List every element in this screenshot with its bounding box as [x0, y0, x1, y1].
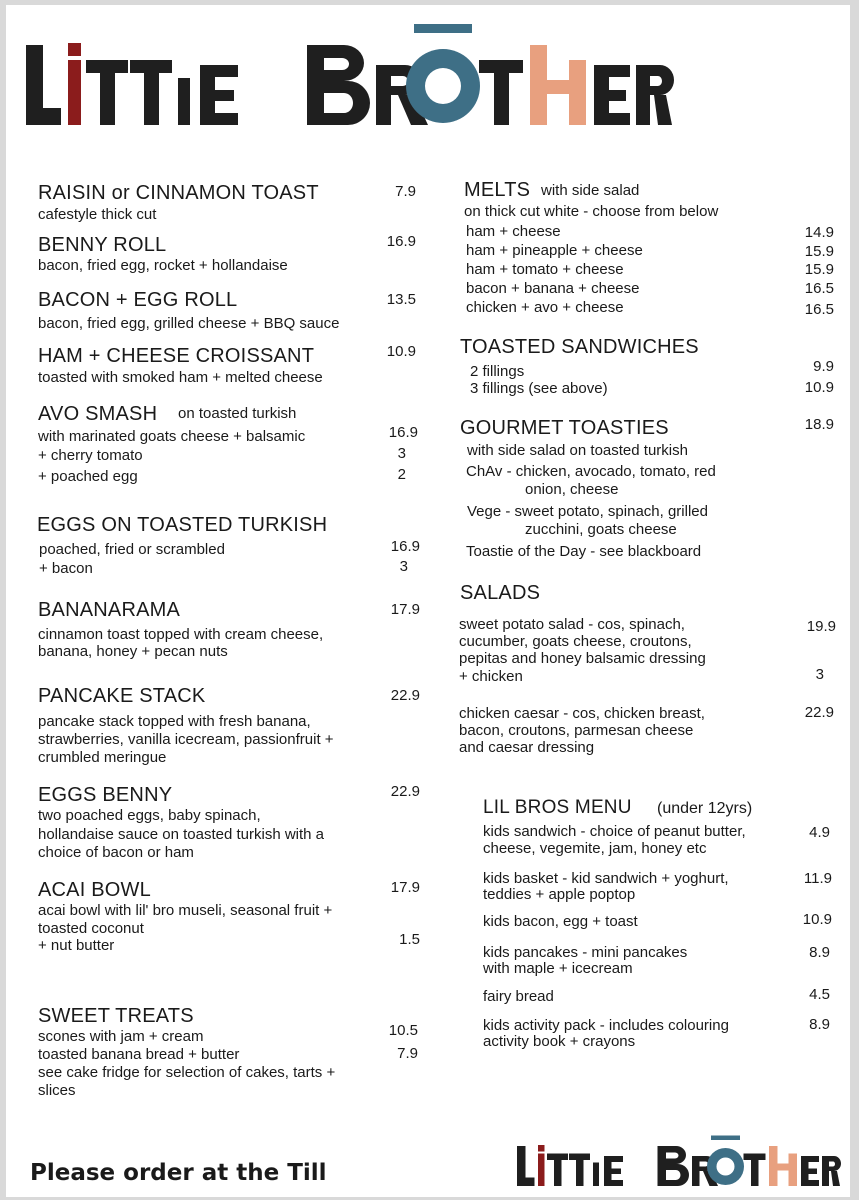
avo-desc: with marinated goats cheese + balsamic	[38, 428, 306, 445]
kids-activity-1: kids activity pack - includes colouring	[483, 1017, 729, 1034]
avo-subtitle: on toasted turkish	[178, 405, 297, 422]
eggs-turkish-desc: poached, fried or scrambled	[39, 541, 225, 558]
kids-basket-1: kids basket - kid sandwich + yoghurt,	[483, 870, 729, 887]
kids-title: LIL BROS MENU	[483, 797, 632, 818]
melts-item-price: 14.9	[804, 224, 834, 241]
acai-desc-1: acai bowl with lil' bro museli, seasonal fruit +	[38, 902, 333, 919]
toasted-item-1-price: 9.9	[813, 358, 834, 375]
melts-title: MELTS	[464, 179, 531, 201]
acai-extra-price: 1.5	[399, 931, 420, 948]
toasted-title: TOASTED SANDWICHES	[460, 336, 699, 358]
kids-activity-2: activity book + crayons	[483, 1033, 636, 1050]
melts-item: ham + cheese	[466, 223, 561, 240]
melts-item-price: 16.5	[804, 301, 834, 318]
croissant-desc: toasted with smoked ham + melted cheese	[38, 369, 323, 386]
kids-bacon: kids bacon, egg + toast	[483, 913, 638, 930]
salad-sp-1: sweet potato salad - cos, spinach,	[459, 616, 685, 633]
sweet-line-4: slices	[38, 1082, 76, 1099]
eggs-turkish-extra-price: 3	[399, 558, 408, 575]
bananarama-title: BANANARAMA	[38, 599, 181, 621]
avo-title: AVO SMASH	[38, 403, 158, 425]
raisin-price: 7.9	[395, 183, 416, 200]
salad-cc-3: and caesar dressing	[459, 739, 595, 756]
pancake-title: PANCAKE STACK	[38, 685, 206, 707]
salad-cc-1: chicken caesar - cos, chicken breast,	[459, 705, 705, 722]
salad-add-chicken: + chicken	[459, 668, 523, 685]
sweet-line-3: see cake fridge for selection of cakes, tarts +	[38, 1064, 336, 1081]
kids-pancakes-1: kids pancakes - mini pancakes	[483, 944, 688, 961]
melts-item: ham + tomato + cheese	[466, 261, 624, 278]
croissant-price: 10.9	[386, 343, 416, 360]
sweet-title: SWEET TREATS	[38, 1005, 194, 1027]
toasted-item-2-price: 10.9	[804, 379, 834, 396]
avo-extra-egg: + poached egg	[38, 468, 138, 485]
kids-sandwich-price: 4.9	[809, 824, 830, 841]
gourmet-vege-1: Vege - sweet potato, spinach, grilled	[467, 503, 708, 520]
eggs-benny-desc-3: choice of bacon or ham	[38, 844, 194, 861]
salad-cc-price: 22.9	[804, 704, 834, 721]
bananarama-price: 17.9	[390, 601, 420, 618]
kids-fairy-bread-price: 4.5	[809, 986, 830, 1003]
pancake-desc-2: strawberries, vanilla icecream, passionfruit +	[38, 731, 334, 748]
eggs-benny-desc-1: two poached eggs, baby spinach,	[38, 807, 261, 824]
order-note: Please order at the Till	[30, 1160, 327, 1186]
gourmet-desc: with side salad on toasted turkish	[467, 442, 688, 459]
eggs-turkish-title: EGGS ON TOASTED TURKISH	[37, 514, 328, 536]
brand-logo	[24, 20, 674, 130]
avo-extra-egg-price: 2	[397, 466, 406, 483]
benny-roll-desc: bacon, fried egg, rocket + hollandaise	[38, 257, 288, 274]
raisin-desc: cafestyle thick cut	[38, 206, 157, 223]
salad-add-chicken-price: 3	[815, 666, 824, 683]
kids-activity-price: 8.9	[809, 1016, 830, 1033]
avo-price: 16.9	[388, 424, 418, 441]
gourmet-title: GOURMET TOASTIES	[460, 417, 669, 439]
gourmet-vege-2: zucchini, goats cheese	[525, 521, 677, 538]
benny-roll-price: 16.9	[386, 233, 416, 250]
kids-pancakes-price: 8.9	[809, 944, 830, 961]
kids-pancakes-2: with maple + icecream	[483, 960, 633, 977]
melts-item: ham + pineapple + cheese	[466, 242, 643, 259]
bacon-egg-desc: bacon, fried egg, grilled cheese + BBQ sauce	[38, 315, 340, 332]
raisin-title: RAISIN or CINNAMON TOAST	[38, 182, 319, 204]
bananarama-desc-2: banana, honey + pecan nuts	[38, 643, 228, 660]
melts-desc: on thick cut white - choose from below	[464, 203, 719, 220]
gourmet-day: Toastie of the Day - see blackboard	[466, 543, 702, 560]
melts-item: chicken + avo + cheese	[466, 299, 624, 316]
melts-item-price: 15.9	[804, 243, 834, 260]
avo-extra-tomato: + cherry tomato	[38, 447, 143, 464]
kids-bacon-price: 10.9	[802, 911, 832, 928]
gourmet-chav-2: onion, cheese	[525, 481, 619, 498]
salad-cc-2: bacon, croutons, parmesan cheese	[459, 722, 694, 739]
bananarama-desc-1: cinnamon toast topped with cream cheese,	[38, 626, 324, 643]
gourmet-chav-1: ChAv - chicken, avocado, tomato, red	[466, 463, 716, 480]
salad-sp-3: pepitas and honey balsamic dressing	[459, 650, 706, 667]
pancake-desc-1: pancake stack topped with fresh banana,	[38, 713, 311, 730]
pancake-price: 22.9	[390, 687, 420, 704]
sweet-line-2: toasted banana bread + butter	[38, 1046, 240, 1063]
croissant-title: HAM + CHEESE CROISSANT	[38, 345, 315, 367]
benny-roll-title: BENNY ROLL	[38, 234, 167, 256]
gourmet-price: 18.9	[804, 416, 834, 433]
acai-extra: + nut butter	[38, 937, 115, 954]
eggs-turkish-extra: + bacon	[39, 560, 93, 577]
toasted-item-1: 2 fillings	[470, 363, 525, 380]
kids-basket-2: teddies + apple poptop	[483, 886, 636, 903]
salad-sp-2: cucumber, goats cheese, croutons,	[459, 633, 692, 650]
kids-sandwich-2: cheese, vegemite, jam, honey etc	[483, 840, 707, 857]
acai-title: ACAI BOWL	[38, 879, 151, 901]
brand-logo-small	[516, 1133, 841, 1189]
eggs-turkish-price: 16.9	[390, 538, 420, 555]
eggs-benny-price: 22.9	[390, 783, 420, 800]
melts-subtitle: with side salad	[541, 182, 640, 199]
acai-price: 17.9	[390, 879, 420, 896]
eggs-benny-title: EGGS BENNY	[38, 784, 173, 806]
toasted-item-2: 3 fillings (see above)	[470, 380, 608, 397]
kids-subtitle: (under 12yrs)	[657, 800, 753, 817]
kids-fairy-bread: fairy bread	[483, 988, 554, 1005]
salad-sp-price: 19.9	[806, 618, 836, 635]
acai-desc-2: toasted coconut	[38, 920, 144, 937]
melts-item-price: 15.9	[804, 261, 834, 278]
eggs-benny-desc-2: hollandaise sauce on toasted turkish with a	[38, 826, 325, 843]
avo-extra-tomato-price: 3	[397, 445, 406, 462]
sweet-line-1-price: 10.5	[388, 1022, 418, 1039]
salads-title: SALADS	[460, 582, 541, 604]
melts-item: bacon + banana + cheese	[466, 280, 640, 297]
bacon-egg-price: 13.5	[386, 291, 416, 308]
sweet-line-1: scones with jam + cream	[38, 1028, 204, 1045]
melts-item-price: 16.5	[804, 280, 834, 297]
kids-sandwich-1: kids sandwich - choice of peanut butter,	[483, 823, 746, 840]
bacon-egg-title: BACON + EGG ROLL	[38, 289, 238, 311]
pancake-desc-3: crumbled meringue	[38, 749, 167, 766]
sweet-line-2-price: 7.9	[397, 1045, 418, 1062]
kids-basket-price: 11.9	[803, 870, 832, 887]
